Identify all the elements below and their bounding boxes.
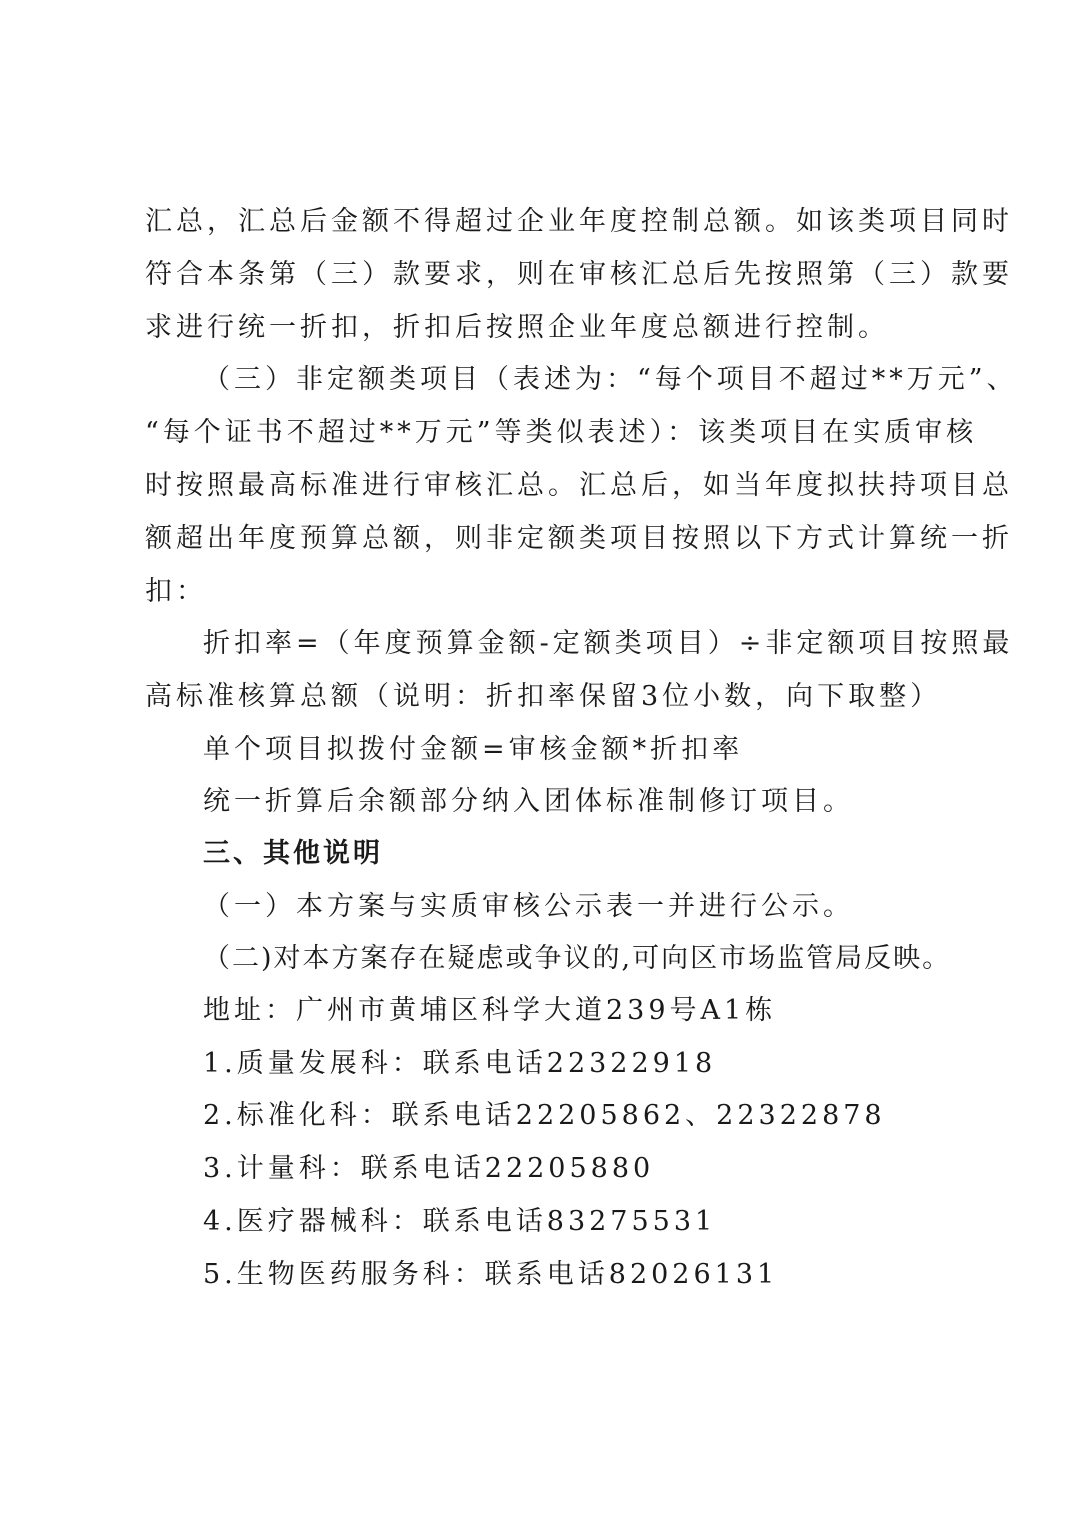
paragraph-line: 统一折算后余额部分纳入团体标准制修订项目。 bbox=[203, 786, 854, 817]
formula-line: 折扣率=（年度预算金额-定额类项目）÷非定额项目按照最 bbox=[203, 628, 1014, 659]
contact-line: 4.医疗器械科：联系电话83275531 bbox=[203, 1206, 717, 1237]
paragraph-line: 时按照最高标准进行审核汇总。汇总后，如当年度拟扶持项目总 bbox=[145, 470, 1013, 501]
paragraph-line: （一）本方案与实质审核公示表一并进行公示。 bbox=[203, 891, 854, 922]
contact-line: 5.生物医药服务科：联系电话82026131 bbox=[203, 1259, 779, 1290]
formula-line: 单个项目拟拨付金额=审核金额*折扣率 bbox=[203, 734, 744, 765]
paragraph-line: 额超出年度预算总额，则非定额类项目按照以下方式计算统一折 bbox=[145, 523, 1013, 554]
paragraph-line: “每个证书不超过**万元”等类似表述）：该类项目在实质审核 bbox=[145, 417, 978, 448]
contact-line: 1.质量发展科：联系电话22322918 bbox=[203, 1048, 717, 1079]
address-line: 地址：广州市黄埔区科学大道239号A1栋 bbox=[203, 995, 777, 1026]
contact-line: 2.标准化科：联系电话22205862、22322878 bbox=[203, 1100, 886, 1131]
paragraph-line: （三）非定额类项目（表述为：“每个项目不超过**万元”、 bbox=[203, 364, 1018, 395]
paragraph-line: 符合本条第（三）款要求，则在审核汇总后先按照第（三）款要 bbox=[145, 259, 1013, 290]
paragraph-line: （二)对本方案存在疑虑或争议的,可向区市场监管局反映。 bbox=[203, 943, 952, 974]
paragraph-line: 扣： bbox=[145, 576, 207, 607]
section-heading: 三、其他说明 bbox=[203, 838, 383, 869]
paragraph-line: 求进行统一折扣，折扣后按照企业年度总额进行控制。 bbox=[145, 312, 889, 343]
paragraph-line: 汇总，汇总后金额不得超过企业年度控制总额。如该类项目同时 bbox=[145, 206, 1013, 237]
contact-line: 3.计量科：联系电话22205880 bbox=[203, 1153, 655, 1184]
formula-line: 高标准核算总额（说明：折扣率保留3位小数，向下取整） bbox=[145, 681, 942, 712]
